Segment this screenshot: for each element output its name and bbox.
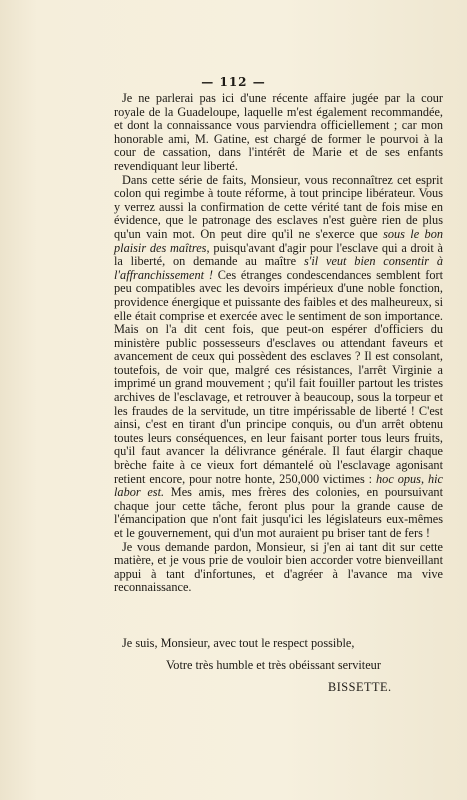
paragraph-2-part-a: Dans cette série de faits, Monsieur, vous reconnaîtrez cet esprit colon qui regimbe à toute réforme, à tout principe libérateur. Vous y verrez aussi la confirmation de cette vérité tant de fois mise en évidence, que le patronage des esclaves n'est guère rien de plus qu'un vain mot. On peut dire qu'il ne s'exerce que	[114, 172, 443, 241]
paragraph-2-italic-2: s'il veut bien consentir à l'affranchissement !	[114, 254, 443, 282]
paragraph-2-part-b: , puisqu'avant d'agir pour l'esclave qui a droit à la liberté, on demande au maître	[114, 240, 444, 269]
paragraph-2	[114, 174, 443, 541]
closing-servant-line: Votre très humble et très obéissant serviteur	[166, 658, 381, 672]
paragraph-2-italic-1: sous le bon plaisir des maîtres	[114, 226, 444, 255]
closing-salutation: Je suis, Monsieur, avec tout le respect possible,	[122, 636, 355, 650]
paragraph-2-part-c: Ces étranges condescendances semblent fort peu compatibles avec les devoirs impérieux d'une noble fonction, providence énergique et puissante des faibles et des malheureux, si elle était comprise et exercée avec le sentiment de son importance. Mais on l'a dit cent fois, que peut-on espérer d'officiers du ministère public possesseurs d'esclaves ou attendant faveurs et avancement de ceux qui possèdent des esclaves ? Il est consolant, toutefois, de voir que, malgré ces résistances, l'arrêt Virginie a imprimé un grand mouvement ; qu'il fait fouiller partout les tristes archives de l'esclavage, et retrouver à beaucoup, sous la torpeur et les fraudes de la servitude, un titre impérissable de liberté ! C'est ainsi, c'est en tirant d'un principe conquis, ou d'un arrêt obtenu toutes leurs conséquences, en leur faisant porter tous leurs fruits, qu'il faut avancer la délivrance générale. Il faut élargir chaque brèche faite à ce vieux fort démantelé où l'esclavage agonisant retient encore, pour notre honte, 250,000 victimes :	[114, 267, 444, 486]
body-text	[114, 92, 443, 595]
paragraph-2-part-d: Mes amis, mes frères des colonies, en poursuivant chaque jour cette tâche, feront plus pour la grande cause de l'émancipation que n'ont fait jusqu'ici les législateurs eux-mêmes et le gouvernement, qui d'un mot auraient pu briser tant de fers !	[114, 485, 443, 540]
paragraph-2-italic-3: hoc opus, hic labor est.	[114, 471, 443, 500]
paragraph-3: Je vous demande pardon, Monsieur, si j'en ai tant dit sur cette matière, et je vous prie de vouloir bien accorder votre bienveillant appui à tant d'infortunes, et d'agréer à l'avance ma vive reconnaissance.	[114, 539, 443, 595]
page-number: — 112 —	[201, 75, 266, 89]
paragraph-1: Je ne parlerai pas ici d'une récente affaire jugée par la cour royale de la Guadeloupe, laquelle m'est également recommandée, et dont la connaissance vous parviendra officiellement ; car mon honorable ami, M. Gatine, est chargé de former le pourvoi à la cour de cassation, dans l'intérêt de Marie et de ses enfants revendiquant leur liberté.	[114, 91, 443, 173]
signature-name: BISSETTE.	[328, 680, 392, 694]
